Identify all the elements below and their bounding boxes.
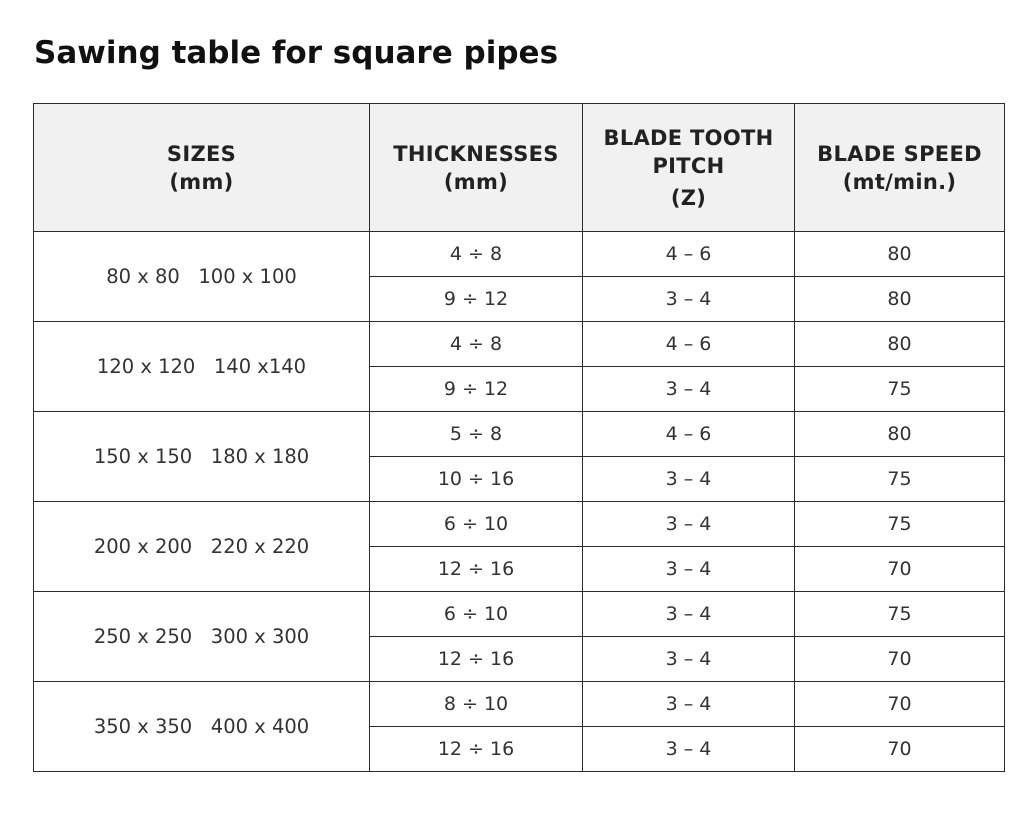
- header-sizes-unit: (mm): [169, 169, 234, 194]
- speed-cell: 80: [795, 412, 1005, 457]
- header-row: [34, 104, 1005, 232]
- thickness-cell: 12 ÷ 16: [370, 727, 583, 772]
- speed-cell: 80: [795, 322, 1005, 367]
- pitch-cell: 3 – 4: [583, 637, 795, 682]
- header-speed: [795, 104, 1005, 232]
- header-sizes: [34, 104, 370, 232]
- size-cell: 80 x 80 100 x 100: [34, 232, 370, 322]
- header-thicknesses-unit: (mm): [443, 169, 509, 194]
- speed-cell: 75: [795, 457, 1005, 502]
- thickness-cell: 6 ÷ 10: [370, 592, 583, 637]
- table-row: [34, 502, 1005, 547]
- size-cell: 350 x 350 400 x 400: [34, 682, 370, 772]
- header-pitch: [583, 104, 795, 232]
- speed-cell: 70: [795, 637, 1005, 682]
- speed-cell: 70: [795, 682, 1005, 727]
- sawing-table: [33, 103, 1005, 772]
- thickness-cell: 5 ÷ 8: [370, 412, 583, 457]
- size-cell: 200 x 200 220 x 220: [34, 502, 370, 592]
- pitch-cell: 3 – 4: [583, 277, 795, 322]
- pitch-cell: 3 – 4: [583, 682, 795, 727]
- table-row: [34, 592, 1005, 637]
- speed-cell: 75: [795, 592, 1005, 637]
- thickness-cell: 12 ÷ 16: [370, 547, 583, 592]
- pitch-cell: 3 – 4: [583, 547, 795, 592]
- pitch-cell: 3 – 4: [583, 727, 795, 772]
- header-pitch-label-2: PITCH: [652, 153, 725, 178]
- header-pitch-unit: (Z): [670, 185, 707, 210]
- thickness-cell: 4 ÷ 8: [370, 322, 583, 367]
- speed-cell: 70: [795, 547, 1005, 592]
- pitch-cell: 3 – 4: [583, 592, 795, 637]
- size-cell: 150 x 150 180 x 180: [34, 412, 370, 502]
- speed-cell: 80: [795, 232, 1005, 277]
- pitch-cell: 3 – 4: [583, 457, 795, 502]
- table-row: [34, 322, 1005, 367]
- pitch-cell: 4 – 6: [583, 322, 795, 367]
- pitch-cell: 4 – 6: [583, 412, 795, 457]
- thickness-cell: 8 ÷ 10: [370, 682, 583, 727]
- thickness-cell: 6 ÷ 10: [370, 502, 583, 547]
- pitch-cell: 4 – 6: [583, 232, 795, 277]
- table-body: [34, 232, 1005, 772]
- pitch-cell: 3 – 4: [583, 367, 795, 412]
- header-speed-label: BLADE SPEED: [817, 141, 982, 166]
- speed-cell: 75: [795, 502, 1005, 547]
- speed-cell: 80: [795, 277, 1005, 322]
- speed-cell: 75: [795, 367, 1005, 412]
- table-row: [34, 412, 1005, 457]
- thickness-cell: 9 ÷ 12: [370, 277, 583, 322]
- thickness-cell: 12 ÷ 16: [370, 637, 583, 682]
- table-row: [34, 232, 1005, 277]
- size-cell: 250 x 250 300 x 300: [34, 592, 370, 682]
- speed-cell: 70: [795, 727, 1005, 772]
- header-speed-unit: (mt/min.): [842, 169, 957, 194]
- page-title: Sawing table for square pipes: [34, 35, 559, 71]
- header-thicknesses-label: THICKNESSES: [393, 141, 559, 166]
- thickness-cell: 9 ÷ 12: [370, 367, 583, 412]
- table-row: [34, 682, 1005, 727]
- size-cell: 120 x 120 140 x140: [34, 322, 370, 412]
- header-thicknesses: [370, 104, 583, 232]
- header-pitch-label-1: BLADE TOOTH: [603, 125, 774, 150]
- pitch-cell: 3 – 4: [583, 502, 795, 547]
- thickness-cell: 10 ÷ 16: [370, 457, 583, 502]
- table-header: [34, 104, 1005, 232]
- header-sizes-label: SIZES: [166, 141, 237, 166]
- thickness-cell: 4 ÷ 8: [370, 232, 583, 277]
